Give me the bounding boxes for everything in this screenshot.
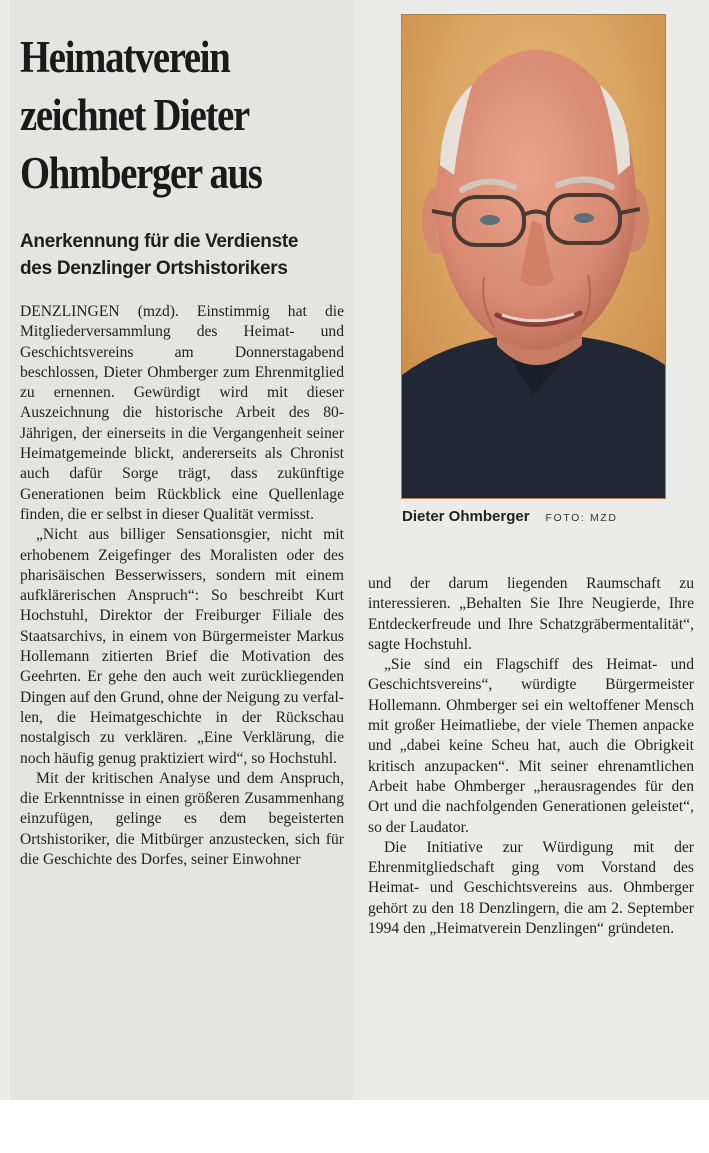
- article-column-left: [20, 302, 344, 870]
- headline-line-2: zeichnet Dieter: [20, 90, 249, 140]
- portrait-illustration: [402, 15, 665, 498]
- caption-name: Dieter Ohmberger: [402, 508, 530, 525]
- headline-line-3: Ohmberger aus: [20, 148, 262, 198]
- portrait-photo: [401, 14, 666, 499]
- photo-credit: FOTO: MZD: [545, 512, 618, 524]
- page-margin: [0, 1100, 709, 1153]
- paragraph-5: „Sie sind ein Flagschiff des Heimat- und Geschichtsvereins“, würdigte Bürgermeister Hollemann. Ohmberger sei ein weltoffener Mensch mit großer Heimatliebe, der viele Themen anpacke und „dabei keine Scheu hat, auch die Obrigkeit kritisch anzupacken“. Mit seiner ehrenamtlichen Arbeit habe Ohmberger „herausragendes für den Ort und die nachfolgenden Generationen geleistet“, so der Laudator.: [368, 656, 694, 836]
- paragraph-1: DENZLINGEN (mzd). Einstimmig hat die Mitgliederversammlung des Heimat- und Geschichtsvereins am Donnerstagabend beschlossen, Dieter Ohmberger zum Ehrenmitglied zu ernennen. Gewürdigt wird mit dieser Auszeichnung die historische Arbeit des 80-Jährigen, der einerseits in die Vergangenheit seiner Heimatgemeinde blickt, andererseits als Chronist auch dafür Sorge trägt, dass zukünftige Generationen beim Rückblick eine Quellenlage finden, die er selbst in dieser Qualität vermisst.: [20, 303, 344, 523]
- paragraph-3: Mit der kritischen Analyse und dem Anspruch, die Erkenntnisse in einen größeren Zusammenhang einzufügen, gelinge es dem begeisterten Ortshistoriker, die Mitbürger anzustecken, sich für die Geschichte des Dorfes, seiner Einwohner: [20, 769, 344, 869]
- article-subheadline: [20, 228, 350, 282]
- article-headline: [20, 28, 304, 202]
- paragraph-4: und der darum liegenden Raumschaft zu interessieren. „Behalten Sie Ihre Neugierde, Ihre Entdeckerfreude und Ihre Schatzgräbermentalität“, sagte Hochstuhl.: [368, 575, 694, 653]
- photo-caption: [402, 508, 672, 526]
- article-column-right: [368, 574, 694, 939]
- subheadline-line-2: des Denzlinger Ortshistorikers: [20, 258, 288, 279]
- paragraph-6: Die Initiative zur Würdigung mit der Ehrenmitgliedschaft ging vom Vorstand des Heimat- und Geschichtsvereins aus. Ohmberger gehört zu den 18 Denzlingern, die am 2. September 1994 den „Heimatverein Denzlingen“ gründeten.: [368, 838, 694, 938]
- headline-line-1: Heimatverein: [20, 32, 230, 82]
- paragraph-2: „Nicht aus billiger Sensationsgier, nicht mit erhobenem Zeigefinger des Moralisten oder des pharisäischen Besserwissers, sondern mit einem aufklärerischen Anspruch“: So beschreibt Kurt Hochstuhl, Direktor der Freiburger Filiale des Staatsarchivs, in einem von Bürgermeister Markus Hollemann zitierten Brief die Motivation des Geehrten. Er gehe den auch weit zurückliegenden Dingen auf den Grund, ohne der Neigung zu verfallen, die Heimatgeschichte in der Rückschau nostalgisch zu verklären. „Eine Verklärung, die noch häufig genug praktiziert wird“, so Hochstuhl.: [20, 526, 344, 767]
- subheadline-line-1: Anerkennung für die Verdienste: [20, 231, 299, 252]
